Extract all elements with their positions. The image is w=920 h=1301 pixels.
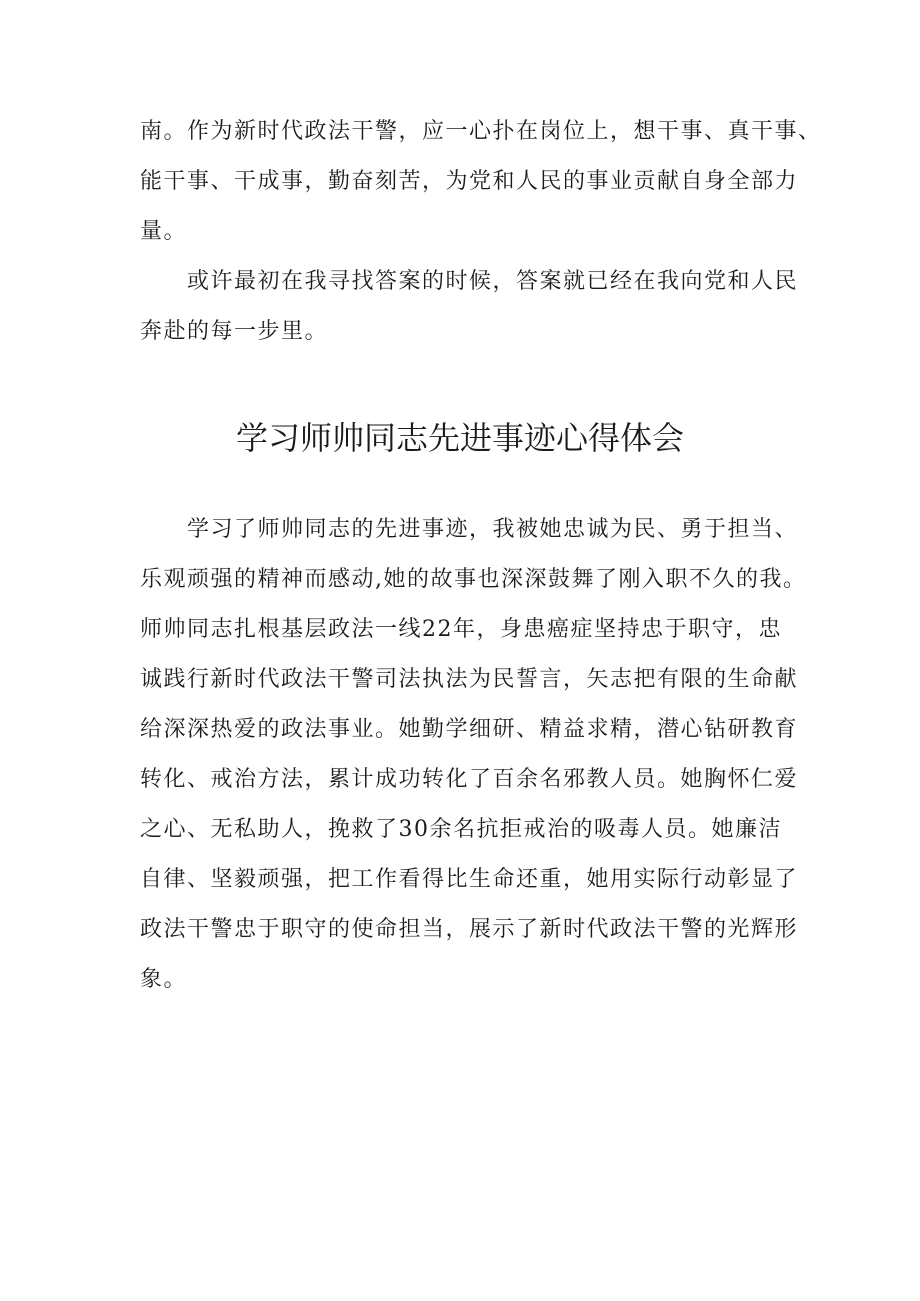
document-title: 学习师帅同志先进事迹心得体会 [235, 419, 684, 457]
text-line: 政法干警忠于职守的使命担当，展示了新时代政法干警的光辉形 [140, 917, 799, 942]
text-line: 之心、无私助人，挽救了30余名抗拒戒治的吸毒人员。她廉洁 [140, 817, 782, 842]
text-line: 师帅同志扎根基层政法一线22年，身患癌症坚持忠于职守，忠 [140, 617, 782, 642]
text-line: 量。 [140, 219, 188, 244]
text-line: 能干事、干成事，勤奋刻苦，为党和人民的事业贡献自身全部力 [140, 169, 799, 194]
text-line: 奔赴的每一步里。 [140, 319, 329, 344]
text-line: 或许最初在我寻找答案的时候，答案就已经在我向党和人民 [140, 269, 799, 294]
text-line: 南。作为新时代政法干警，应一心扑在岗位上，想干事、真干事、 [140, 119, 822, 144]
text-line: 乐观顽强的精神而感动,她的故事也深深鼓舞了刚入职不久的我。 [140, 567, 807, 592]
text-line: 给深深热爱的政法事业。她勤学细研、精益求精，潜心钻研教育 [140, 717, 799, 742]
text-line: 自律、坚毅顽强，把工作看得比生命还重，她用实际行动彰显了 [140, 867, 799, 892]
text-line: 转化、戒治方法，累计成功转化了百余名邪教人员。她胸怀仁爱 [140, 767, 799, 792]
text-line: 诚践行新时代政法干警司法执法为民誓言，矢志把有限的生命献 [140, 667, 799, 692]
text-line: 象。 [140, 967, 188, 992]
text-line: 学习了师帅同志的先进事迹，我被她忠诚为民、勇于担当、 [140, 517, 799, 542]
